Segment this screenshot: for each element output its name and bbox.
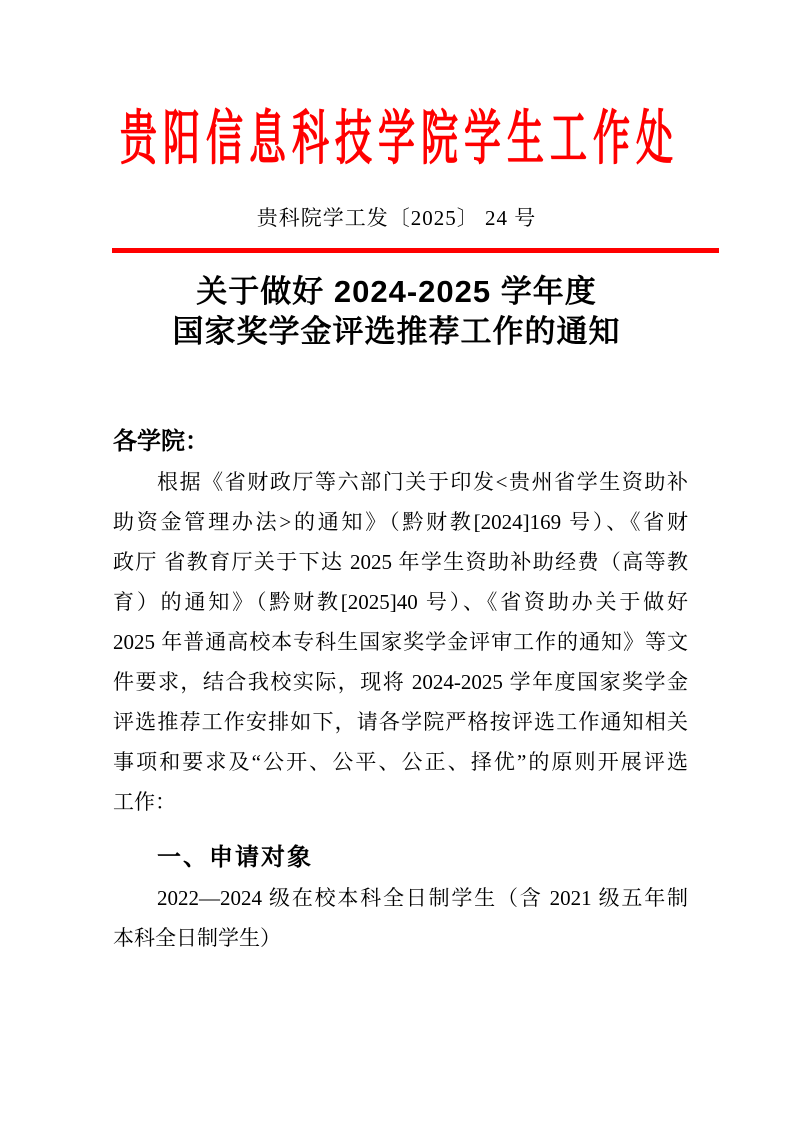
body-line: 育）的通知》（黔财教[2025]40 号）、《省资助办关于做好 xyxy=(113,590,688,614)
section-heading-application-targets: 一、申请对象 xyxy=(157,844,313,871)
body-line: 工作： xyxy=(113,790,176,814)
body-line: 根据《省财政厅等六部门关于印发<贵州省学生资助补 xyxy=(157,470,688,494)
document-title-line1: 关于做好 2024-2025 学年度 xyxy=(196,274,597,309)
document-number: 贵科院学工发〔2025〕 24 号 xyxy=(256,206,537,230)
body-line: 助资金管理办法>的通知》（黔财教[2024]169 号）、《省财 xyxy=(113,510,688,534)
body-line: 政厅 省教育厅关于下达 2025 年学生资助补助经费（高等教 xyxy=(113,550,688,574)
document-title-line2: 国家奖学金评选推荐工作的通知 xyxy=(172,314,621,349)
red-divider-line xyxy=(112,248,719,253)
document-title xyxy=(0,272,793,352)
body-line: 2025 年普通高校本专科生国家奖学金评审工作的通知》等文 xyxy=(113,630,688,654)
body-line: 本科全日制学生） xyxy=(113,926,281,950)
body-line: 件要求，结合我校实际，现将 2024-2025 学年度国家奖学金 xyxy=(113,670,688,694)
body-line: 评选推荐工作安排如下，请各学院严格按评选工作通知相关 xyxy=(113,710,688,734)
body-line: 2022—2024 级在校本科全日制学生（含 2021 级五年制 xyxy=(157,886,688,910)
body-line: 事项和要求及“公开、公平、公正、择优”的原则开展评选 xyxy=(113,750,688,774)
document-body xyxy=(113,422,688,958)
salutation: 各学院： xyxy=(113,428,209,455)
red-header-org-title: 贵阳信息科技学院学生工作处 xyxy=(120,107,679,173)
